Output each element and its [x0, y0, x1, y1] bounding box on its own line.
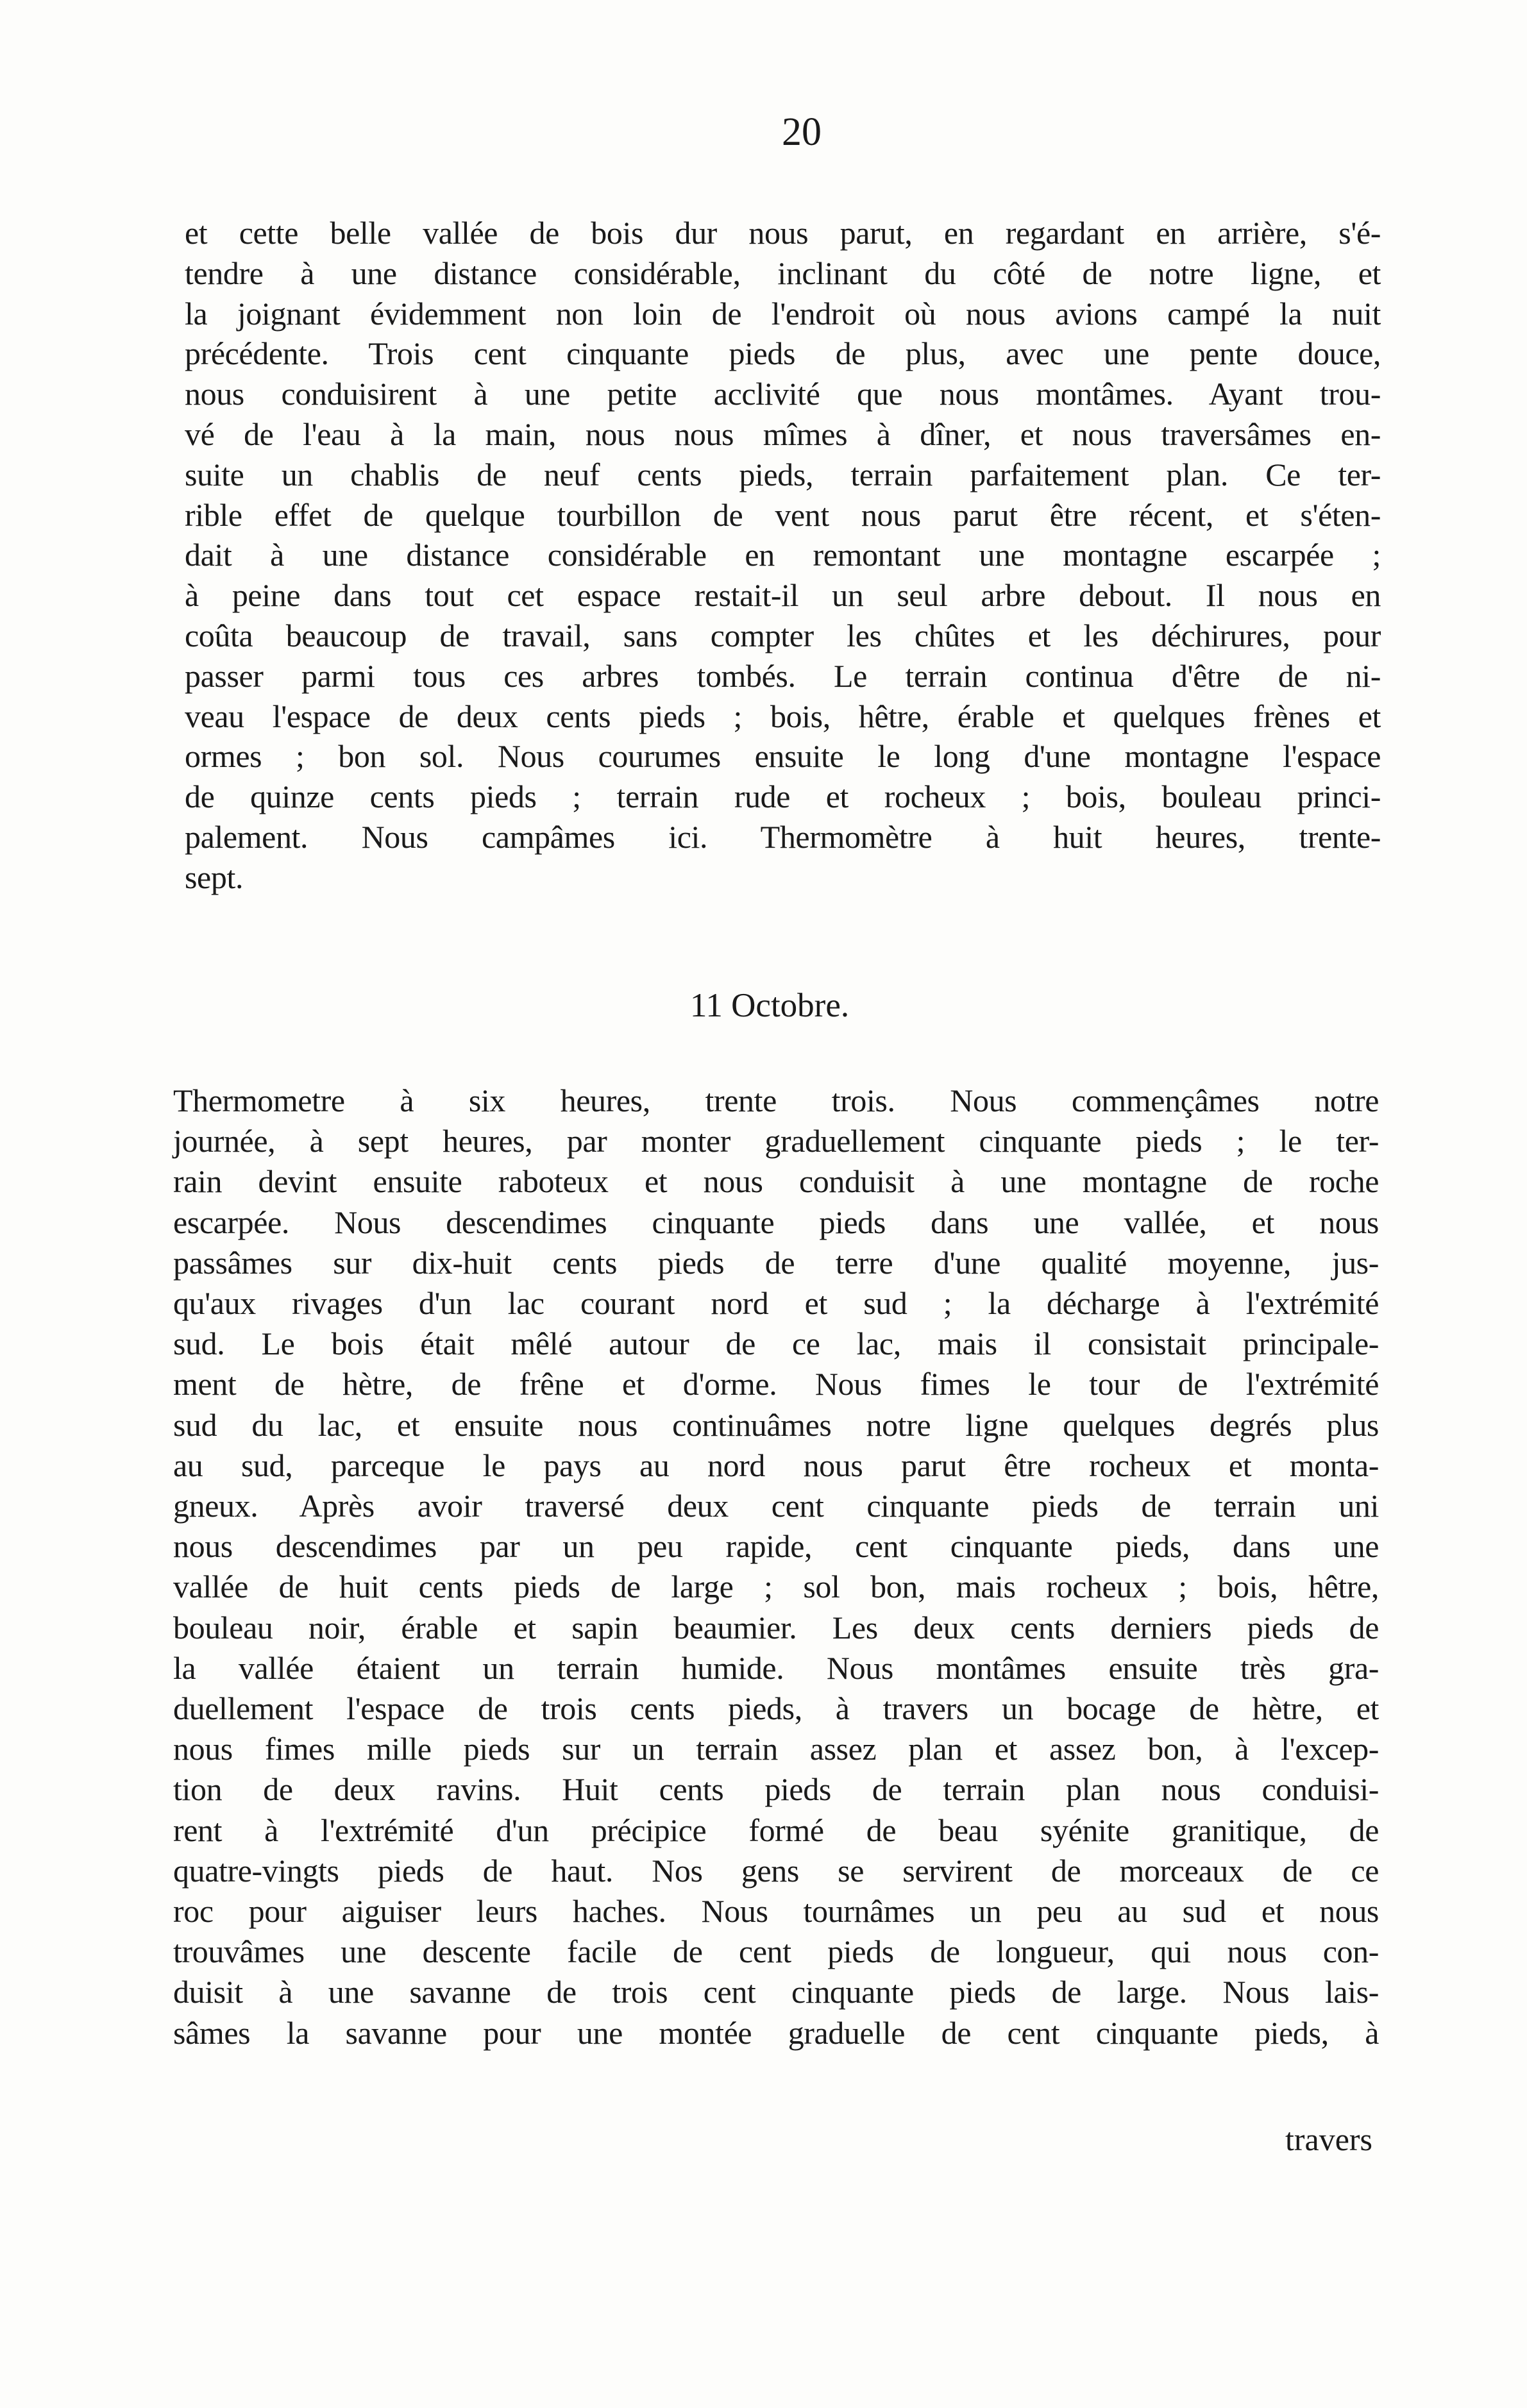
text-line: sept.: [185, 859, 244, 895]
text-line: de quinze cents pieds ; terrain rude et rocheux ; bois, bouleau princi-: [185, 779, 1381, 815]
text-line: et cette belle vallée de bois dur nous parut, en regardant en arrière, s'é-: [185, 215, 1381, 251]
text-line: palement. Nous campâmes ici. Thermomètre à huit heures, trente-: [185, 818, 1381, 855]
catchword: travers: [1285, 2121, 1372, 2157]
paragraph-2: [173, 1081, 1379, 2053]
text-line: nous fimes mille pieds sur un terrain assez plan et assez bon, à l'excep-: [173, 1731, 1379, 1767]
text-line: rible effet de quelque tourbillon de vent nous parut être récent, et s'éten-: [185, 496, 1381, 533]
text-line: veau l'espace de deux cents pieds ; bois, hêtre, érable et quelques frènes et: [185, 698, 1381, 734]
text-line: la vallée étaient un terrain humide. Nous montâmes ensuite très gra-: [173, 1649, 1379, 1686]
text-line: sâmes la savanne pour une montée graduelle de cent cinquante pieds, à: [173, 2014, 1379, 2051]
page-number: 20: [782, 110, 822, 154]
text-line: rain devint ensuite raboteux et nous conduisit à une montagne de roche: [173, 1163, 1379, 1200]
text-line: sud du lac, et ensuite nous continuâmes notre ligne quelques degrés plus: [173, 1406, 1379, 1443]
text-line: rent à l'extrémité d'un précipice formé de beau syénite granitique, de: [173, 1812, 1379, 1848]
section-heading-date: 11 Octobre.: [689, 987, 850, 1024]
text-line: précédente. Trois cent cinquante pieds de plus, avec une pente douce,: [185, 335, 1381, 372]
text-line: duisit à une savanne de trois cent cinquante pieds de large. Nous lais-: [173, 1974, 1379, 2010]
text-line: sud. Le bois était mêlé autour de ce lac, mais il consistait principale-: [173, 1326, 1379, 1362]
text-line: vé de l'eau à la main, nous nous mîmes à dîner, et nous traversâmes en-: [185, 416, 1381, 452]
text-line: à peine dans tout cet espace restait-il un seul arbre debout. Il nous en: [185, 577, 1381, 614]
text-line: bouleau noir, érable et sapin beaumier. Les deux cents derniers pieds de: [173, 1609, 1379, 1646]
text-line: Thermometre à six heures, trente trois. Nous commençâmes notre: [173, 1082, 1379, 1118]
text-line: vallée de huit cents pieds de large ; sol bon, mais rocheux ; bois, hêtre,: [173, 1569, 1379, 1605]
text-line: tendre à une distance considérable, inclinant du côté de notre ligne, et: [185, 255, 1381, 291]
text-line: tion de deux ravins. Huit cents pieds de terrain plan nous conduisi-: [173, 1771, 1379, 1808]
paragraph-1: [185, 213, 1381, 898]
text-line: journée, à sept heures, par monter graduellement cinquante pieds ; le ter-: [173, 1123, 1379, 1159]
text-line: gneux. Après avoir traversé deux cent cinquante pieds de terrain uni: [173, 1488, 1379, 1524]
text-line: passâmes sur dix-huit cents pieds de terre d'une qualité moyenne, jus-: [173, 1244, 1379, 1281]
text-line: ment de hètre, de frêne et d'orme. Nous fimes le tour de l'extrémité: [173, 1366, 1379, 1402]
text-line: qu'aux rivages d'un lac courant nord et sud ; la décharge à l'extrémité: [173, 1285, 1379, 1322]
text-line: quatre-vingts pieds de haut. Nos gens se servirent de morceaux de ce: [173, 1852, 1379, 1889]
text-line: trouvâmes une descente facile de cent pieds de longueur, qui nous con-: [173, 1933, 1379, 1970]
text-line: ormes ; bon sol. Nous courumes ensuite le long d'une montagne l'espace: [185, 738, 1381, 775]
text-line: dait à une distance considérable en remontant une montagne escarpée ;: [185, 537, 1381, 573]
text-line: suite un chablis de neuf cents pieds, terrain parfaitement plan. Ce ter-: [185, 456, 1381, 493]
text-line: passer parmi tous ces arbres tombés. Le terrain continua d'être de ni-: [185, 657, 1381, 694]
text-line: la joignant évidemment non loin de l'endroit où nous avions campé la nuit: [185, 295, 1381, 332]
text-line: au sud, parceque le pays au nord nous parut être rocheux et monta-: [173, 1447, 1379, 1483]
text-line: duellement l'espace de trois cents pieds, à travers un bocage de hètre, et: [173, 1690, 1379, 1727]
text-line: nous descendimes par un peu rapide, cent cinquante pieds, dans une: [173, 1528, 1379, 1565]
text-line: escarpée. Nous descendimes cinquante pieds dans une vallée, et nous: [173, 1204, 1379, 1240]
text-line: nous conduisirent à une petite acclivité que nous montâmes. Ayant trou-: [185, 376, 1381, 412]
text-line: coûta beaucoup de travail, sans compter les chûtes et les déchirures, pour: [185, 617, 1381, 653]
text-line: roc pour aiguiser leurs haches. Nous tournâmes un peu au sud et nous: [173, 1893, 1379, 1930]
